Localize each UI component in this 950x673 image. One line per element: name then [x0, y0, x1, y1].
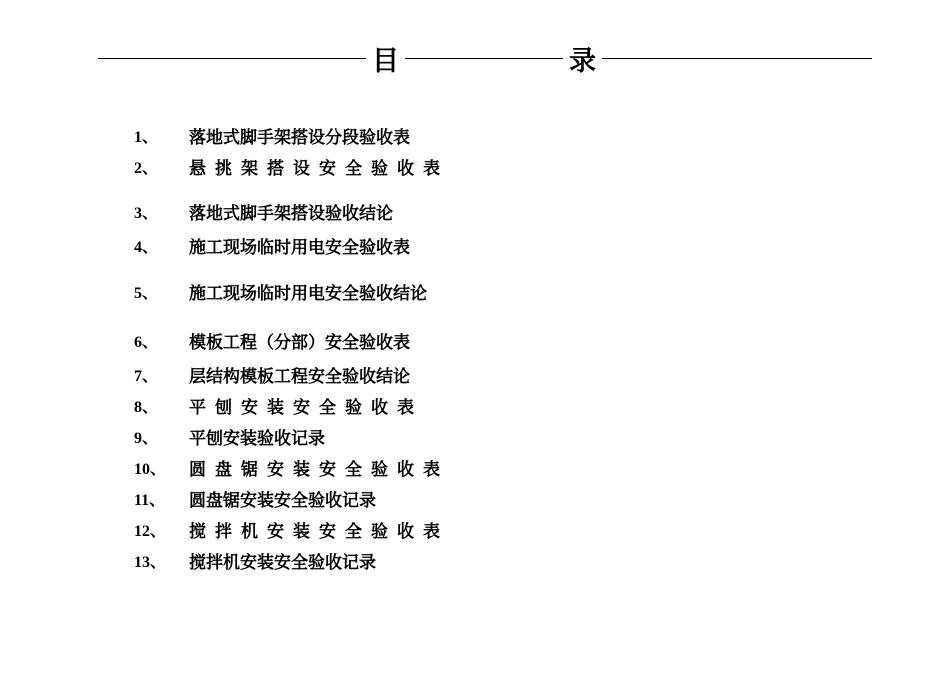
toc-item-title: 施工现场临时用电安全验收结论 — [189, 284, 427, 304]
toc-item-title: 平刨安装验收记录 — [189, 429, 325, 449]
toc-item-title: 搅拌机安装安全验收记录 — [189, 553, 376, 573]
toc-item-title: 落地式脚手架搭设分段验收表 — [189, 128, 410, 148]
toc-item-number: 4、 — [134, 239, 159, 256]
toc-item-number: 9、 — [134, 430, 159, 447]
toc-item-number: 3、 — [134, 205, 159, 222]
toc-item-number: 11、 — [134, 492, 166, 509]
toc-item-number: 5、 — [134, 285, 159, 302]
toc-item-title: 悬挑架搭设安全验收表 — [189, 159, 449, 179]
toc-item-number: 10、 — [134, 461, 167, 478]
toc-item-title: 施工现场临时用电安全验收表 — [189, 238, 410, 258]
toc-item-number: 2、 — [134, 160, 159, 177]
toc-item-number: 7、 — [134, 368, 159, 385]
toc-item-title: 圆盘锯安装安全验收表 — [189, 460, 449, 480]
toc-item-title: 圆盘锯安装安全验收记录 — [189, 491, 376, 511]
toc-item-title: 搅拌机安装安全验收表 — [189, 522, 449, 542]
toc-item-number: 13、 — [134, 554, 167, 571]
toc-item-title: 模板工程（分部）安全验收表 — [189, 333, 410, 353]
title-char-mu: 目 — [366, 46, 405, 78]
toc-item-title: 平刨安装安全验收表 — [189, 398, 423, 418]
toc-item-title: 落地式脚手架搭设验收结论 — [189, 204, 393, 224]
toc-item-title: 层结构模板工程安全验收结论 — [189, 367, 410, 387]
toc-item-number: 1、 — [134, 129, 159, 146]
title-char-lu: 录 — [563, 46, 602, 78]
toc-item-number: 6、 — [134, 334, 159, 351]
toc-item-number: 12、 — [134, 523, 167, 540]
toc-item-number: 8、 — [134, 399, 159, 416]
